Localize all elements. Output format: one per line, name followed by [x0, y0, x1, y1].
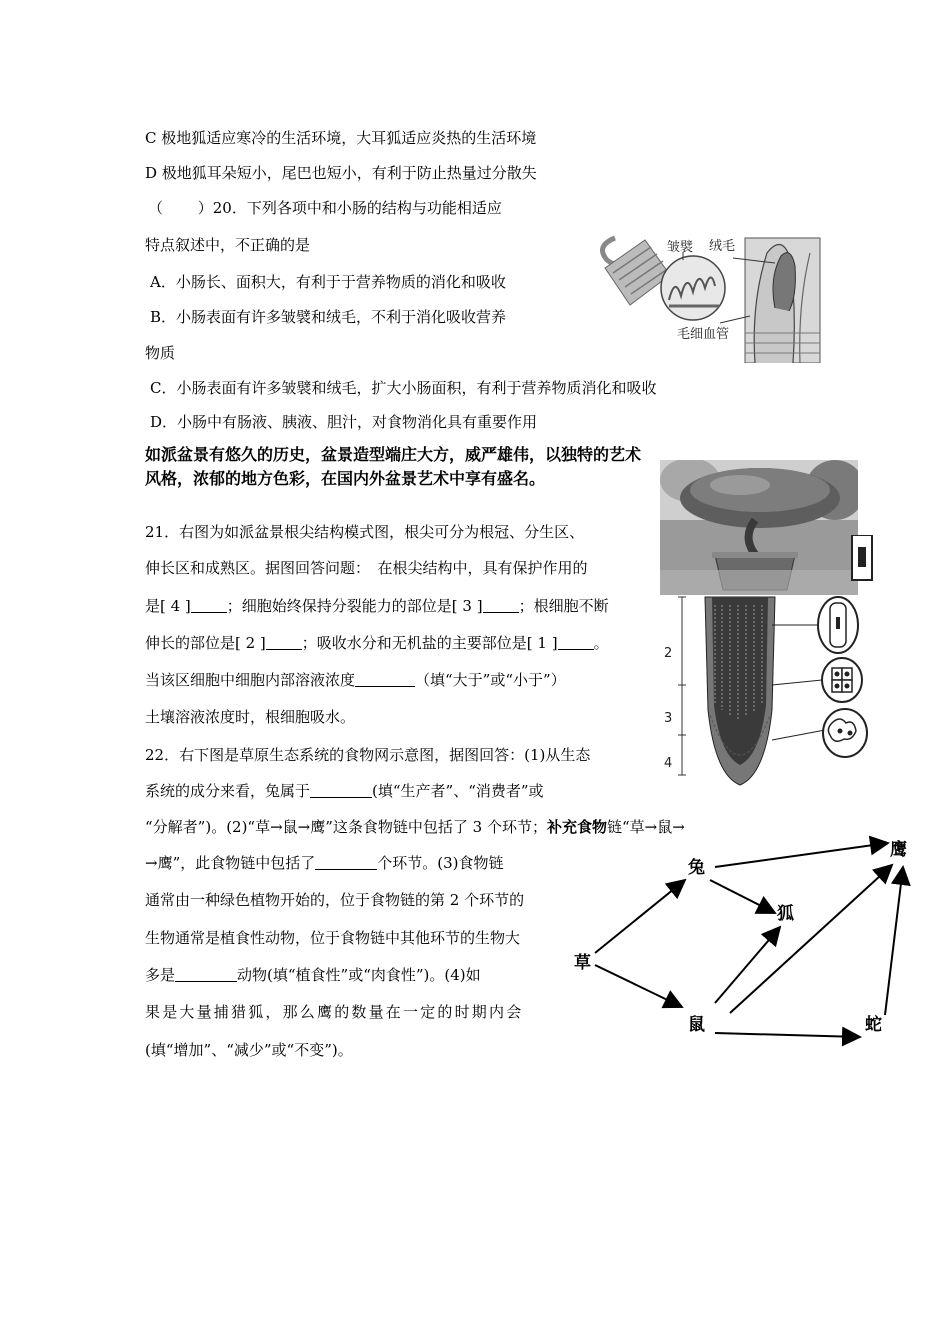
q21-line2: 伸长区和成熟区。据图回答问题： 在根尖结构中，具有保护作用的	[145, 559, 588, 577]
q20-option-c: C．小肠表面有许多皱襞和绒毛，扩大小肠面积，有利于营养物质消化和吸收	[150, 379, 657, 397]
q21-line5	[145, 670, 566, 690]
q22-l3-b: 链“草→鼠→	[607, 818, 685, 836]
arrow-snake-hawk	[885, 867, 903, 1015]
q22-l3-a: “分解者”)。(2)“草→鼠→鹰”这条食物链中包括了 3 个环节；	[145, 818, 547, 836]
q19-option-d: D 极地狐耳朵短小，尾巴也短小，有利于防止热量过分散失	[145, 164, 537, 182]
answer-blank-concentration[interactable]	[355, 670, 415, 687]
q22-l4-b: 个环节。(3)食物链	[377, 854, 504, 872]
small-intestine-figure	[585, 218, 825, 363]
q20-stem-line2: 特点叙述中，不正确的是	[145, 236, 311, 254]
q21-line1: 21．右图为如派盆景根尖结构模式图，根尖可分为根冠、分生区、	[145, 523, 585, 541]
root-tip-figure	[660, 535, 875, 790]
answer-blank-1[interactable]	[558, 633, 594, 650]
node-grass: 草	[574, 953, 591, 973]
q22-l2-a: 系统的成分来看，兔属于	[145, 782, 311, 800]
q21-l4-a: 伸长的部位是[ 2 ]	[145, 634, 266, 652]
q22-line9: (填“增加”、“减少”或“不变”)。	[145, 1041, 353, 1059]
q20-option-b-line2: 物质	[145, 344, 176, 362]
root-label-2: 2	[664, 646, 673, 661]
q21-line3	[145, 596, 609, 616]
label-capillary: 毛细血管	[677, 327, 730, 342]
node-mouse: 鼠	[688, 1015, 705, 1035]
answer-blank-chain-length[interactable]	[315, 853, 377, 870]
q22-l2-b: (填“生产者”、“消费者”或	[372, 782, 544, 800]
q21-line6: 土壤溶液浓度时，根细胞吸水。	[145, 708, 356, 726]
q22-l4-a: →鹰”，此食物链中包括了	[145, 854, 316, 872]
q21-l3-a: 是[ 4 ]	[145, 597, 191, 615]
q19-option-c: C 极地狐适应寒冷的生活环境，大耳狐适应炎热的生活环境	[145, 129, 537, 147]
arrow-mouse-snake	[715, 1033, 860, 1037]
q20-option-a: A．小肠长、面积大，有利于于营养物质的消化和吸收	[150, 273, 506, 291]
answer-blank-2[interactable]	[266, 633, 302, 650]
root-label-4: 4	[664, 756, 673, 771]
q22-line7	[145, 965, 481, 985]
q22-line1: 22．右下图是草原生态系统的食物网示意图，据图回答：(1)从生态	[145, 746, 591, 764]
q21-line4	[145, 633, 609, 653]
q20-option-d: D．小肠中有肠液、胰液、胆汁，对食物消化具有重要作用	[150, 413, 538, 431]
answer-blank-3[interactable]	[483, 596, 519, 613]
q22-line2	[145, 781, 544, 801]
q22-l3-bold: 补充食物	[547, 818, 608, 836]
arrow-rabbit-hawk	[715, 843, 888, 867]
node-fox: 狐	[777, 904, 794, 924]
q22-l7-b: 动物(填“植食性”或“肉食性”)。(4)如	[237, 966, 481, 984]
q22-line6: 生物通常是植食性动物，位于食物链中其他环节的生物大	[145, 929, 521, 947]
arrow-grass-rabbit	[595, 880, 685, 953]
arrow-mouse-fox	[715, 927, 780, 1003]
node-rabbit: 兔	[688, 858, 705, 878]
q22-line4	[145, 853, 504, 873]
q21-l3-b: ；细胞始终保持分裂能力的部位是[ 3 ]	[226, 597, 483, 615]
answer-blank-animal-type[interactable]	[175, 965, 237, 982]
arrow-mouse-hawk	[730, 865, 892, 1013]
q21-l5-b: （填“大于”或“小于”）	[415, 671, 566, 689]
q21-l5-a: 当该区细胞中细胞内部溶液浓度	[145, 671, 356, 689]
label-villus: 绒毛	[709, 239, 736, 254]
q22-line5: 通常由一种绿色植物开始的，位于食物链的第 2 个环节的	[145, 891, 525, 909]
root-label-3: 3	[664, 711, 673, 726]
food-web-figure	[570, 825, 920, 1050]
q21-l4-b: ；吸收水分和无机盐的主要部位是[ 1 ]	[301, 634, 558, 652]
answer-blank-4[interactable]	[191, 596, 227, 613]
answer-blank-rabbit-role[interactable]	[310, 781, 372, 798]
arrow-grass-mouse	[595, 965, 682, 1007]
q21-l3-c: ；根细胞不断	[518, 597, 609, 615]
node-snake: 蛇	[865, 1015, 882, 1035]
q20-stem-line1: （ ）20．下列各项中和小肠的结构与功能相适应	[148, 199, 502, 217]
q20-option-b-line1: B．小肠表面有许多皱襞和绒毛，不利于消化吸收营养	[150, 308, 507, 326]
q22-l7-a: 多是	[145, 966, 176, 984]
bonsai-intro: 如派盆景有悠久的历史，盆景造型端庄大方，威严雄伟，以独特的艺术风格，浓郁的地方色彩，在国内外盆景艺术中享有盛名。	[145, 445, 642, 488]
node-hawk: 鹰	[890, 840, 907, 860]
q22-line8: 果是大量捕猎狐，那么鹰的数量在一定的时期内会	[145, 1003, 524, 1021]
q21-l4-c: 。	[593, 634, 609, 652]
arrow-rabbit-fox	[710, 880, 775, 913]
label-fold: 皱襞	[667, 240, 694, 255]
